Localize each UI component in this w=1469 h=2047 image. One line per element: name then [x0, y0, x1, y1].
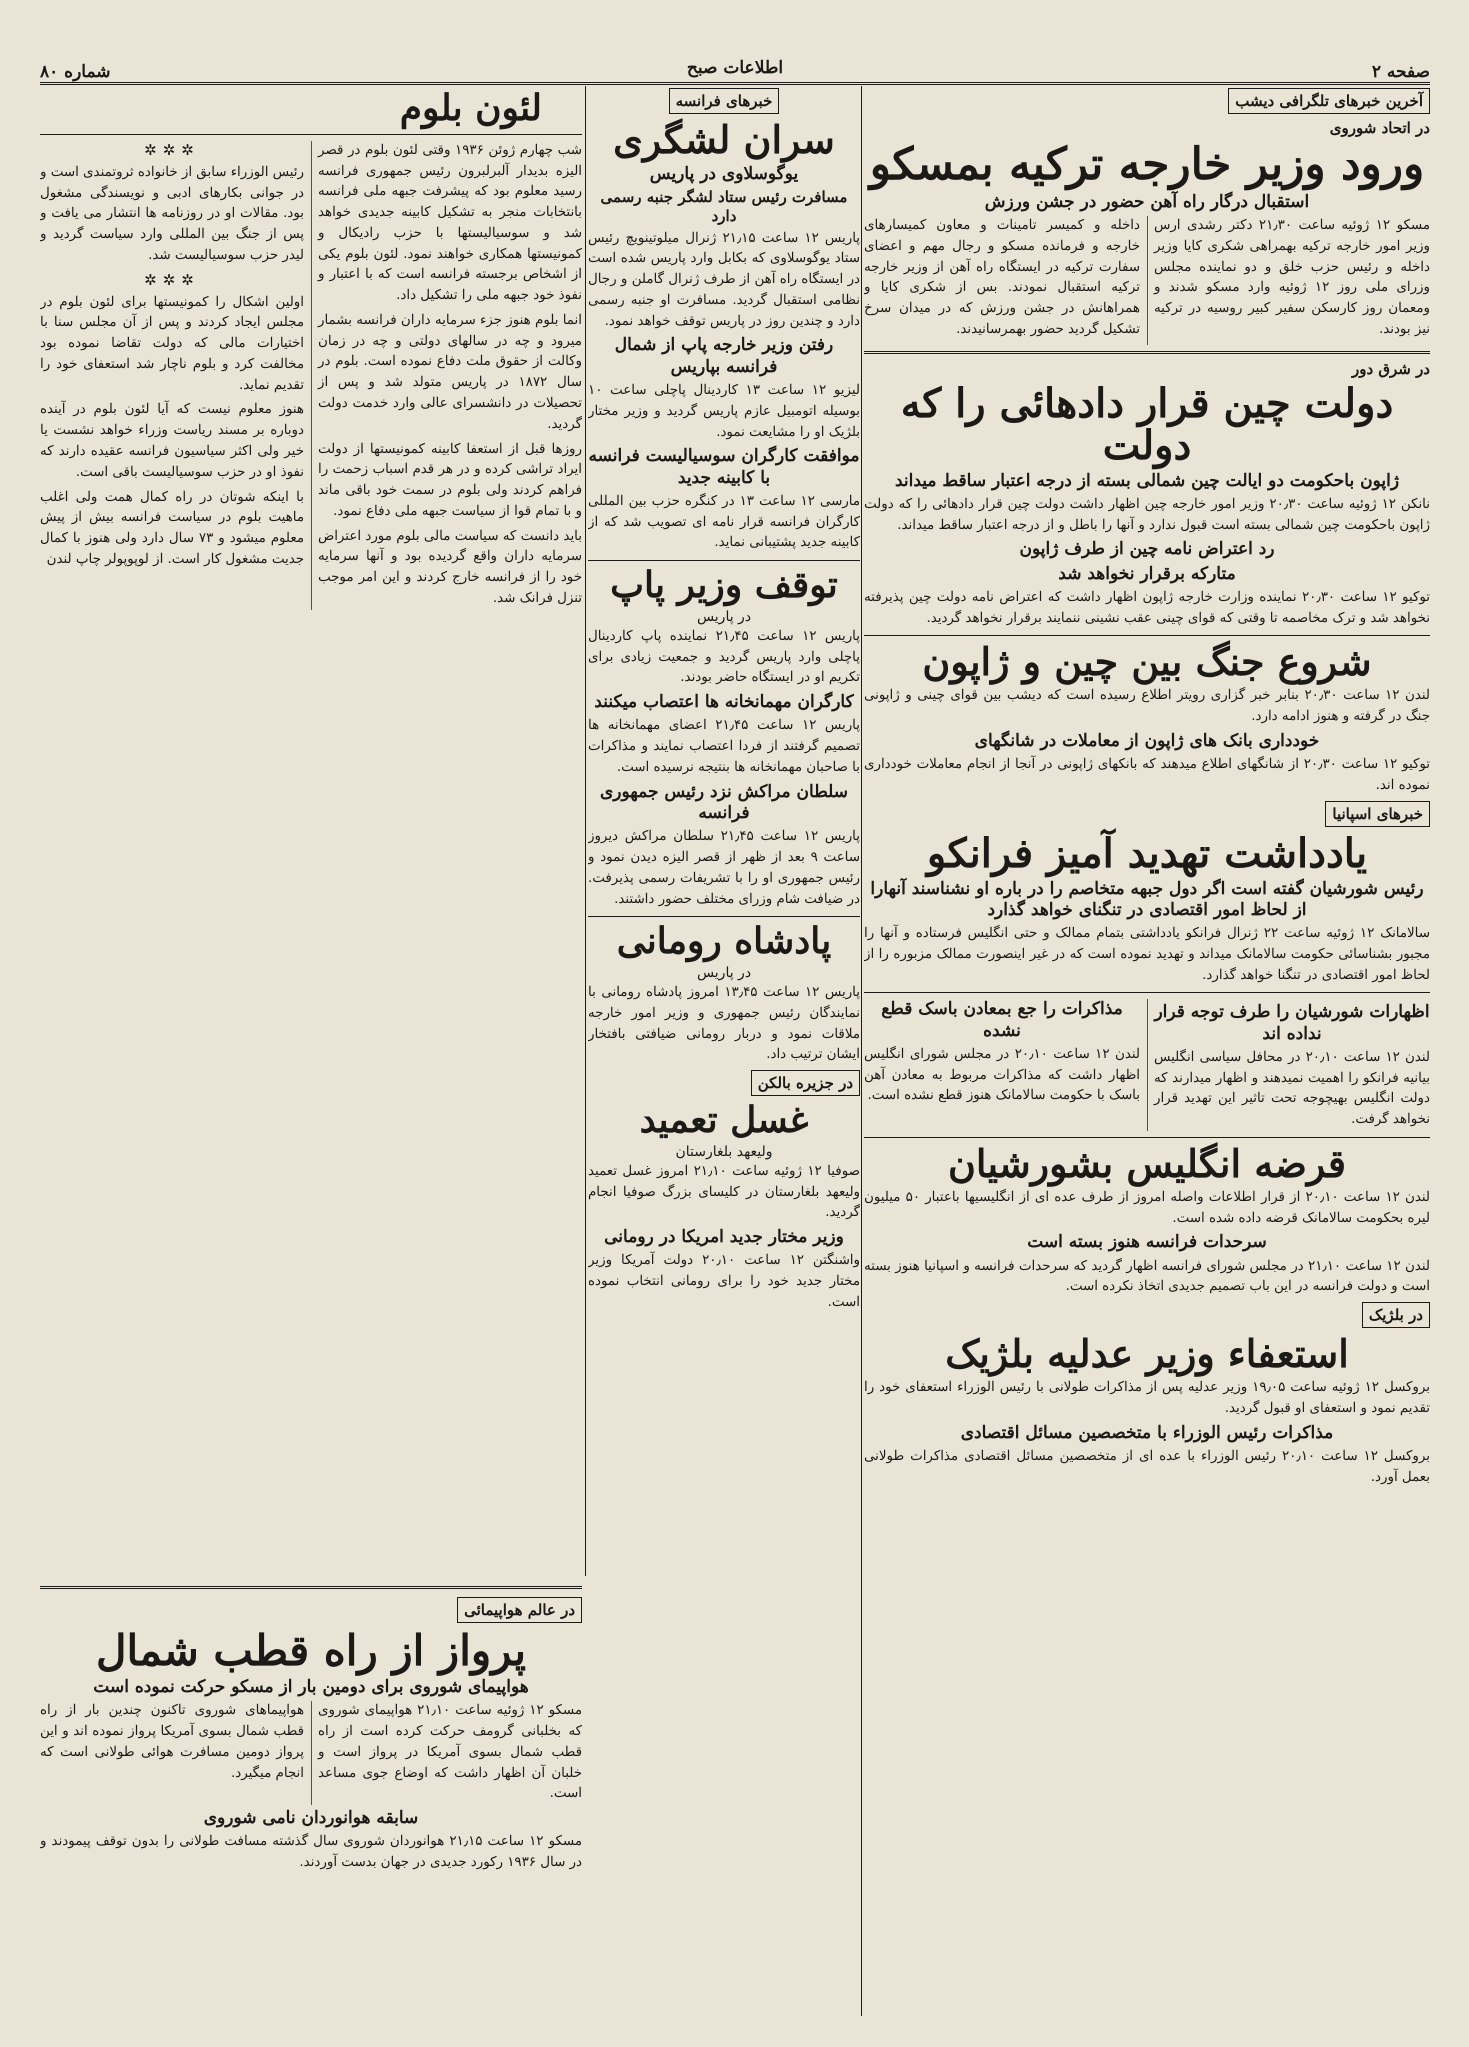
- dateline: ولیعهد بلغارستان: [675, 1143, 773, 1160]
- article-text: هنوز معلوم نیست که آیا لئون بلوم در آینده دوباره بر مسند ریاست وزراء خواهد نشست یا خیر ولی اکثر سیاسیون فرانسه عقیده دارند که نفوذ او در حزب سوسیالیست باقی است.: [40, 402, 304, 480]
- subhead-yugoslavia: یوگوسلاوی در پاریس: [649, 163, 799, 184]
- article-text: توکیو ۱۲ ساعت ۲۰٫۳۰ نماینده وزارت خارجه ژاپون اظهار داشت که اعتراض نامه دولت چین پذیرفته نخواهد شد و ترک مخاصمه تا وقتی که قوای چینی عقب نشینی ننمایند برقرار نخواهد گردید.: [864, 589, 1430, 626]
- article-text: بروکسل ۱۲ ساعت ۲۰٫۱۰ رئیس الوزراء با عده ای از متخصصین مسائل اقتصادی مذاکرات طولانی بعمل آورد.: [864, 1448, 1430, 1485]
- headline-papal-stay: توقف وزیر پاپ: [610, 564, 838, 607]
- headline-military-chiefs: سران لشگری: [613, 117, 835, 162]
- article-text: بروکسل ۱۲ ژوئیه ساعت ۱۹٫۰۵ وزیر عدلیه پس از مذاکرات طولانی با رئیس الوزراء استعفای خود را تقدیم نمود و استعفای او قبول گردید.: [864, 1380, 1430, 1416]
- headline-baptism: غسل تعمید: [639, 1099, 809, 1142]
- headline-leon-blum: لئون بلوم: [399, 87, 542, 129]
- article-text: لندن ۱۲ ساعت ۲۰٫۱۰ از قرار اطلاعات واصله امروز از طرف عده ای از انگلیسیها باعتبار ۵۰ میلیون لیره بحکومت سالامانک قرضه داده شده است.: [864, 1189, 1430, 1226]
- article-text: انما بلوم هنوز جزء سرمایه داران فرانسه بشمار میرود و چه در سالهای دولتی و چه در زمان وکالت از حقوق ملت دفاع نموده است. بلوم در سال ۱۸۷۲ در پاریس متولد شد و پس از تحصیلات در دانشسرای عالی وارد خدمت دولت گردید.: [318, 312, 582, 432]
- divider: [40, 134, 582, 135]
- article-turkish-minister: [864, 216, 1430, 345]
- divider: [864, 635, 1430, 636]
- article-text: مسکو ۱۲ ژوئیه ساعت ۲۱٫۳۰ دکتر رشدی ارس وزیر امور خارجه ترکیه بهمراهی شکری کایا وزیر داخله و رئیس حزب خلق و دو نماینده مجلس وزرای ملی روز ۱۲ ژوئیه وارد مسکو شدند و ومعمان روز کارسکن سفیر کبیر روسیه در ترکیه نیز بودند.: [1154, 218, 1430, 338]
- subhead-official-visit: مسافرت رئیس ستاد لشگر جنبه رسمی دارد: [600, 188, 848, 225]
- headline-turkish-minister: ورود وزیر خارجه ترکیه بمسکو: [869, 138, 1425, 190]
- article-text: پاریس ۱۲ ساعت ۱۳٫۴۵ امروز پادشاه رومانی با نمایندگان رئیس جمهوری و وزیر امور خارجه ملاقات نمود و دربار رومانی ضیافتی بافتخار ایشان ترتیب داد.: [588, 985, 860, 1063]
- subhead-basque-mines: مذاکرات را جع بمعادن باسک قطع نشده: [881, 999, 1123, 1041]
- article-pair-spain: [864, 999, 1430, 1131]
- article-text: اولین اشکال را کمونیستها برای لئون بلوم در مجلس ایجاد کردند و پس از آن مجلس سنا با اختیارات مالی که دولت تقاضا نموده بود مخالفت کرد و بلوم ناچار شد استعفای خود را تقدیم نماید.: [40, 294, 304, 393]
- headline-british-loan: قرضه انگلیس بشورشیان: [947, 1140, 1347, 1186]
- aviation-article: [40, 1580, 582, 2020]
- column-rule-1: [861, 86, 862, 2016]
- column-france-news: [588, 86, 860, 2016]
- divider: [864, 992, 1430, 993]
- section-label-aviation: در عالم هواپیمائی: [457, 1597, 582, 1623]
- section-label-telegraph: آخرین خبرهای تلگرافی دیشب: [1228, 88, 1430, 114]
- headline-belgian-minister: استعفاء وزیر عدلیه بلژیک: [945, 1331, 1349, 1377]
- article-text: روزها قبل از استعفا کابینه کمونیستها از دولت ایراد تراشی کرده و در هر قدم اسباب زحمت را فراهم کردند ولی بلوم در سمت خود باقی ماند و با تمام قوا از سیاست جبهه ملی دفاع نمود.: [318, 441, 582, 519]
- article-text: لندن ۱۲ ساعت ۲۰٫۱۰ در محافل سیاسی انگلیس بیانیه فرانکو را اهمیت نمیدهند و اظهار میدارند که دولت انگلیس بهیچوجه تحت تاثیر این تهدید قرار نخواهد گرفت.: [1154, 1049, 1430, 1128]
- article-text: صوفیا ۱۲ ژوئیه ساعت ۲۱٫۱۰ امروز غسل تعمید ولیعهد بلغارستان در کلیسای بزرگ صوفیا انجام گردید.: [588, 1163, 860, 1221]
- subsection-soviet: در اتحاد شوروی: [1329, 119, 1430, 137]
- article-text: باید دانست که سیاست مالی بلوم مورد اعتراض سرمایه داران واقع گردیده بود و آنها سرمایه خود را از فرانسه خارج کردند و این امر موجب تنزل فرانک شد.: [318, 528, 582, 606]
- article-text: پاریس ۱۲ ساعت ۲۱٫۴۵ اعضای مهمانخانه ها تصمیم گرفتند از فردا اعتصاب نمایند و مذاکرات با صاحبان مهمانخانه ها بنتیجه نرسیده است.: [588, 718, 860, 775]
- subhead-franco-note: رئیس شورشیان گفته است اگر دول جبهه متخاصم را در باره او نشناسند آنهارا از لحاظ امور اقتصادی در تنگنای خواهد گذارد: [870, 878, 1424, 920]
- page-number: صفحه ۲: [1371, 62, 1430, 82]
- subhead-north-pole-flight: هواپیمای شوروی برای دومین بار از مسکو حرکت نموده است: [93, 1677, 529, 1698]
- section-label-spain: خبرهای اسپانیا: [1325, 801, 1430, 827]
- article-leon-blum: [40, 141, 582, 610]
- article-text: سالامانک ۱۲ ژوئیه ساعت ۲۲ ژنرال فرانکو یادداشتی بتمام ممالک و حتی انگلیس فرستاده و آنها را مجبور بشناسائی حکومت سالامانک میداند و تهدید نموده است که در غیر اینصورت ممالک مزبوره را از لحاظ امور اقتصادی در تنگنا خواهد گذارد.: [864, 926, 1430, 983]
- column-rule-2: [585, 86, 586, 1576]
- subhead-sultan-morocco: سلطان مراکش نزد رئیس جمهوری فرانسه: [599, 781, 849, 823]
- subhead-hotel-strike: کارگران مهمانخانه ها اعتصاب میکنند: [594, 692, 854, 713]
- headline-china-japan-war: شروع جنگ بین چین و ژاپون: [922, 639, 1372, 685]
- subhead-no-armistice: متارکه برقرار نخواهد شد: [1058, 563, 1236, 584]
- masthead: [40, 52, 1430, 85]
- subhead-turkish-minister: استقبال درگار راه آهن حضور در جشن ورزش: [984, 191, 1310, 212]
- subhead-papal-minister: رفتن وزیر خارجه پاپ از شمال فرانسه بپاریس: [614, 335, 834, 377]
- article-text: شب چهارم ژوئن ۱۹۳۶ وقتی لئون بلوم در قصر الیزه بدیدار آلبرلبرون رئیس جمهوری فرانسه رسید معلوم بود که پیشرفت جبهه ملی فرانسه بانتخابات منجر به تشکیل کابینه جدیدی خواهد شد و سوسیالیستها با حزب رادیکال و کمونیستها همکاری خواهند نمود. لئون بلوم یکی از اشخاص برجسته فرانسه است که با اعتبار و نفوذ خود جبهه ملی را تشکیل داد.: [318, 142, 582, 304]
- subhead-japan-rejection: رد اعتراض نامه چین از طرف ژاپون: [1019, 539, 1275, 560]
- headline-north-pole-flight: پرواز از راه قطب شمال: [95, 1626, 527, 1675]
- subsection-far-east: در شرق دور: [1351, 359, 1430, 378]
- divider: [588, 560, 860, 561]
- divider: [40, 1586, 582, 1589]
- headline-franco-note: یادداشت تهدید آمیز فرانکو: [926, 829, 1368, 877]
- article-text: مسکو ۱۲ ژوئیه ساعت ۲۱٫۱۰ هواپیمای شوروی که بخلبانی گرومف حرکت کرده است از راه قطب شمال بسوی آمریکا در پرواز است و خلبان آن اظهار داشت که اوضاع جوی مساعد است.: [318, 1703, 582, 1802]
- article-text: لندن ۱۲ ساعت ۲۰٫۱۰ در مجلس شورای انگلیس اظهار داشت که مذاکرات مربوط به معادن آهن باسک با حکومت سالامانک هنوز قطع نشده است.: [864, 1046, 1140, 1104]
- ornament: ✲✲✲: [144, 270, 200, 289]
- column-telegraph-news: [864, 86, 1430, 2016]
- article-text: رئیس الوزراء سابق از خانواده ثروتمندی است و در جوانی بکارهای ادبی و نویسندگی مشغول بود. مقالات او در روزنامه ها انتشار می یافت و پس از جنگ بین المللی وارد سیاست گردید و لیدر حزب سوسیالیست شد.: [40, 164, 304, 263]
- headline-china-agreements: دولت چین قرار دادهائی را که دولت: [900, 379, 1394, 469]
- subhead-soviet-aviators: سابقه هوانوردان نامی شوروی: [203, 1808, 419, 1829]
- article-text: هواپیماهای شوروی تاکنون چندین بار از راه قطب شمال بسوی آمریکا پرواز نموده اند و این پرواز دومین مسافرت هوائی طولانی است که انجام میگیرد.: [40, 1703, 304, 1781]
- subhead-japan-banks: خودداری بانک های ژاپون از معاملات در شانگهای: [974, 730, 1320, 751]
- headline-romanian-king: پادشاه رومانی: [616, 920, 832, 963]
- divider: [864, 1137, 1430, 1138]
- article-text: مسکو ۱۲ ساعت ۲۱٫۱۵ هوانوردان شوروی سال گذشته مسافت طولانی را بدون توقف پیمودند و در سال ۱۹۳۶ رکورد جدیدی در جهان بدست آوردند.: [40, 1834, 582, 1871]
- article-text: لیزیو ۱۲ ساعت ۱۳ کاردینال پاچلی ساعت ۱۰ بوسیله اتومبیل عازم پاریس گردید و وزیر مختار بلژیک او را مشایعت نمود.: [588, 382, 860, 440]
- paper-name: اطلاعات صبح: [686, 58, 784, 78]
- section-label-balkans: در جزیره بالکن: [751, 1070, 860, 1096]
- article-text: مارسی ۱۲ ساعت ۱۳ در کنگره حزب بین المللی کارگران فرانسه قرار نامه ای تصویب شد که از کابینه جدید پشتیبانی نماید.: [588, 493, 860, 551]
- subhead-socialist-workers: موافقت کارگران سوسیالیست فرانسه با کابینه جدید: [588, 446, 860, 488]
- ornament: ✲✲✲: [144, 140, 200, 159]
- divider: [588, 916, 860, 917]
- article-text: لندن ۱۲ ساعت ۲۰٫۳۰ بنابر خبر گزاری رویتر اطلاع رسیده است که دیشب بین قوای چینی و ژاپونی جنگ در گرفته و هنوز ادامه دارد.: [864, 688, 1430, 724]
- subhead-rebels-ignored: اظهارات شورشیان را طرف توجه قرار نداده اند: [1154, 1002, 1430, 1044]
- article-text: توکیو ۱۲ ساعت ۲۰٫۳۰ از شانگهای اطلاع میدهند که بانکهای ژاپونی در آنجا از انجام معاملات خودداری نموده اند.: [864, 757, 1430, 793]
- dateline: در پاریس: [696, 608, 752, 625]
- section-label-belgium: در بلژیک: [1362, 1302, 1430, 1328]
- article-north-pole-flight: [40, 1701, 582, 1805]
- subhead-economic-experts: مذاکرات رئیس الوزراء با متخصصین مسائل اقتصادی: [960, 1422, 1334, 1443]
- subhead-china-agreements: ژاپون باحکومت دو ایالت چین شمالی بسته از درجه اعتبار ساقط میداند: [894, 470, 1400, 491]
- divider: [864, 351, 1430, 354]
- article-text: پاریس ۱۲ ساعت ۲۱٫۴۵ نماینده پاپ کاردینال پاچلی وارد پاریس گردید و جمعیت زیادی برای تکریم او در ایستگاه حاضر بودند.: [588, 628, 860, 686]
- section-label-france: خبرهای فرانسه: [669, 88, 780, 114]
- article-text: با اینکه شوتان در راه کمال همت ولی اغلب ماهیت بلوم در سیاست فرانسه بیش از پیش معلوم میشود و ۷۳ سال دارد ولی هنوز با کمال جدیت مشغول کار است. از لوپوپولر چاپ لندن: [40, 489, 304, 567]
- subhead-us-minister: وزیر مختار جدید امریکا در رومانی: [604, 1227, 844, 1248]
- subhead-french-border: سرحدات فرانسه هنوز بسته است: [1027, 1232, 1267, 1253]
- article-text: نانکن ۱۲ ژوئیه ساعت ۲۰٫۳۰ وزیر امور خارجه چین اظهار داشت دولت چین قرار دادهائی را که دولت ژاپون باحکومت چین شمالی بسته است قبول ندارد و آنها را باطل و از درجه اعتبار ساقط میداند.: [864, 496, 1430, 533]
- dateline: در پاریس: [696, 965, 752, 982]
- article-text: واشنگتن ۱۲ ساعت ۲۰٫۱۰ دولت آمریکا وزیر مختار جدید خود را برای رومانی انتخاب نموده است.: [588, 1253, 860, 1310]
- column-leon-blum: [40, 86, 582, 1576]
- article-text: لندن ۱۲ ساعت ۲۱٫۱۰ در مجلس شورای فرانسه اظهار گردید که سرحدات فرانسه و اسپانیا هنوز بسته است و دولت فرانسه در این باب تصمیم جدیدی اتخاذ نکرده است.: [864, 1258, 1430, 1295]
- issue-number: شماره ۸۰: [40, 62, 111, 82]
- article-text: داخله و کمیسر تامینات و معاون کمیسارهای خارجه و فرمانده مسکو و رجال مهم و اعضای سفارت ترکیه در ایستگاه راه آهن از وزیر خارجه ترکیه استقبال نمودند. بس از شکری کایا و همراهانش در جشن ورزش که در میدان سرخ تشکیل گردید حضور بهمرسانیدند.: [864, 218, 1140, 338]
- article-text: پاریس ۱۲ ساعت ۲۱٫۱۵ ژنرال میلوتینویچ رئیس ستاد یوگوسلاوی که بکابل وارد پاریس شده است در ایستگاه راه آهن از طرف ژنرال گاملن و رجال نظامی استقبال گردید. مسافرت او جنبه رسمی دارد و چندین روز در پاریس توقف خواهد نمود.: [588, 230, 860, 329]
- article-text: پاریس ۱۲ ساعت ۲۱٫۴۵ سلطان مراکش دیروز ساعت ۹ بعد از ظهر از قصر الیزه دیدن نمود و رئیس جمهوری او را با تشریفات رسمی پذیرفت. در ضیافت شام وزرای مختلف حضور داشتند.: [588, 829, 860, 907]
